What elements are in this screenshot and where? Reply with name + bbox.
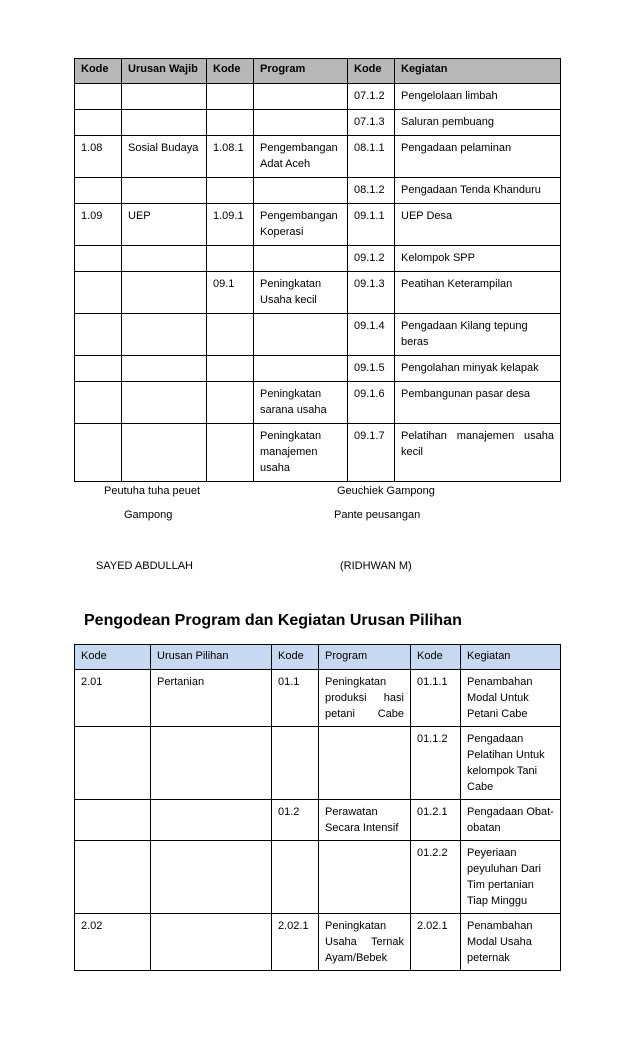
cell-kode (207, 110, 254, 136)
header-kode: Kode (75, 645, 151, 670)
signature-right-subtitle: Pante peusangan (334, 509, 421, 521)
cell-kode (207, 424, 254, 482)
header-kode: Kode (75, 59, 122, 84)
cell-kode: 09.1.3 (348, 272, 395, 314)
cell-program: Peningkatan Usaha kecil (254, 272, 348, 314)
cell-kode: 09.1.4 (348, 314, 395, 356)
cell-kode: 07.1.3 (348, 110, 395, 136)
cell-kode: 09.1.5 (348, 356, 395, 382)
cell-kode (75, 246, 122, 272)
cell-urusan: Sosial Budaya (122, 136, 207, 178)
cell-urusan (122, 178, 207, 204)
cell-program (254, 110, 348, 136)
signature-right-title: Geuchiek Gampong (337, 485, 435, 497)
header-kode: Kode (207, 59, 254, 84)
cell-program: Pengembangan Koperasi (254, 204, 348, 246)
table-row (75, 800, 561, 841)
cell-kode: 08.1.2 (348, 178, 395, 204)
cell-kegiatan: UEP Desa (395, 204, 561, 246)
cell-urusan (122, 356, 207, 382)
table-header-row (75, 59, 561, 84)
cell-urusan (122, 382, 207, 424)
cell-program (254, 314, 348, 356)
cell-kode (207, 314, 254, 356)
cell-kegiatan: Peyeriaan peyuluhan Dari Tim pertanian Tiap Minggu (461, 841, 561, 914)
cell-kegiatan: Pelatihan manajemen usaha kecil (395, 424, 561, 482)
cell-kode: 01.2.2 (411, 841, 461, 914)
cell-program: Perawatan Secara Intensif (319, 800, 411, 841)
cell-kegiatan: Pengadaan Pelatihan Untuk kelompok Tani Cabe (461, 727, 561, 800)
cell-kode (207, 178, 254, 204)
table-row (75, 84, 561, 110)
signature-right-name: (RIDHWAN M) (340, 560, 412, 572)
cell-kode: 2.02.1 (411, 914, 461, 971)
cell-kode (75, 424, 122, 482)
signature-left-subtitle: Gampong (124, 509, 173, 521)
header-urusan-pilihan: Urusan Pilihan (151, 645, 272, 670)
cell-kode: 2.02.1 (272, 914, 319, 971)
cell-kode: 01.1.2 (411, 727, 461, 800)
cell-kode: 09.1 (207, 272, 254, 314)
header-kegiatan: Kegiatan (461, 645, 561, 670)
cell-kode (75, 727, 151, 800)
table-row (75, 727, 561, 800)
cell-program: Pengembangan Adat Aceh (254, 136, 348, 178)
cell-kode (207, 246, 254, 272)
cell-kegiatan: Pengadaan pelaminan (395, 136, 561, 178)
cell-kode: 09.1.2 (348, 246, 395, 272)
cell-kode: 2.01 (75, 670, 151, 727)
cell-kode: 08.1.1 (348, 136, 395, 178)
header-kegiatan: Kegiatan (395, 59, 561, 84)
cell-kode (207, 356, 254, 382)
table-row (75, 670, 561, 727)
cell-urusan (122, 272, 207, 314)
cell-kode (75, 314, 122, 356)
cell-kegiatan: Pengelolaan limbah (395, 84, 561, 110)
cell-kode (75, 84, 122, 110)
section-title: Pengodean Program dan Kegiatan Urusan Pilihan (84, 612, 462, 629)
cell-kode: 01.2.1 (411, 800, 461, 841)
cell-urusan (151, 914, 272, 971)
cell-kode (75, 800, 151, 841)
cell-kegiatan: Pengadaan Tenda Khanduru (395, 178, 561, 204)
cell-kode: 07.1.2 (348, 84, 395, 110)
cell-urusan (151, 841, 272, 914)
cell-urusan: UEP (122, 204, 207, 246)
table-row (75, 246, 561, 272)
cell-urusan (122, 84, 207, 110)
cell-program (254, 84, 348, 110)
cell-kode: 09.1.6 (348, 382, 395, 424)
cell-kode: 09.1.1 (348, 204, 395, 246)
cell-kegiatan: Pengadaan Kilang tepung beras (395, 314, 561, 356)
cell-kode (75, 272, 122, 314)
cell-urusan: Pertanian (151, 670, 272, 727)
cell-kode: 1.08 (75, 136, 122, 178)
cell-kegiatan: Saluran pembuang (395, 110, 561, 136)
cell-kode (75, 356, 122, 382)
cell-program: Peningkatan Usaha Ternak Ayam/Bebek (319, 914, 411, 971)
cell-kegiatan: Pengolahan minyak kelapak (395, 356, 561, 382)
cell-program (319, 727, 411, 800)
cell-kode (272, 841, 319, 914)
cell-program (319, 841, 411, 914)
cell-urusan (151, 800, 272, 841)
cell-kode (75, 841, 151, 914)
urusan-wajib-table (74, 58, 561, 482)
cell-program (254, 246, 348, 272)
signature-left-name: SAYED ABDULLAH (96, 560, 194, 572)
table-row (75, 914, 561, 971)
cell-kode (207, 84, 254, 110)
table-row (75, 424, 561, 482)
cell-kode: 1.09 (75, 204, 122, 246)
table-row (75, 178, 561, 204)
table-row (75, 356, 561, 382)
table-row (75, 841, 561, 914)
cell-urusan (122, 424, 207, 482)
cell-kode (75, 382, 122, 424)
header-kode: Kode (411, 645, 461, 670)
cell-program: Peningkatan sarana usaha (254, 382, 348, 424)
table-row (75, 314, 561, 356)
cell-kode: 1.08.1 (207, 136, 254, 178)
cell-urusan (122, 246, 207, 272)
cell-kegiatan: Kelompok SPP (395, 246, 561, 272)
cell-kode: 1.09.1 (207, 204, 254, 246)
cell-urusan (151, 727, 272, 800)
cell-kode (75, 178, 122, 204)
table-row (75, 110, 561, 136)
cell-program: Peningkatan produksi hasi petani Cabe (319, 670, 411, 727)
table-row (75, 272, 561, 314)
cell-urusan (122, 314, 207, 356)
cell-kode (75, 110, 122, 136)
header-kode: Kode (348, 59, 395, 84)
cell-kode: 09.1.7 (348, 424, 395, 482)
cell-kegiatan: Pengadaan Obat-obatan (461, 800, 561, 841)
header-urusan-wajib: Urusan Wajib (122, 59, 207, 84)
signature-left-title: Peutuha tuha peuet (104, 485, 201, 497)
table-row (75, 382, 561, 424)
cell-kode: 01.2 (272, 800, 319, 841)
urusan-pilihan-table (74, 644, 561, 971)
cell-program (254, 356, 348, 382)
cell-kode (272, 727, 319, 800)
table-row (75, 136, 561, 178)
cell-program: Peningkatan manajemen usaha (254, 424, 348, 482)
cell-urusan (122, 110, 207, 136)
table-header-row (75, 645, 561, 670)
cell-kode: 01.1 (272, 670, 319, 727)
header-kode: Kode (272, 645, 319, 670)
table-row (75, 204, 561, 246)
cell-kegiatan: Pembangunan pasar desa (395, 382, 561, 424)
cell-program (254, 178, 348, 204)
cell-kegiatan: Penambahan Modal Untuk Petani Cabe (461, 670, 561, 727)
cell-kode: 01.1.1 (411, 670, 461, 727)
cell-kode: 2.02 (75, 914, 151, 971)
cell-kode (207, 382, 254, 424)
cell-kegiatan: Peatihan Keterampilan (395, 272, 561, 314)
header-program: Program (254, 59, 348, 84)
cell-kegiatan: Penambahan Modal Usaha peternak (461, 914, 561, 971)
header-program: Program (319, 645, 411, 670)
